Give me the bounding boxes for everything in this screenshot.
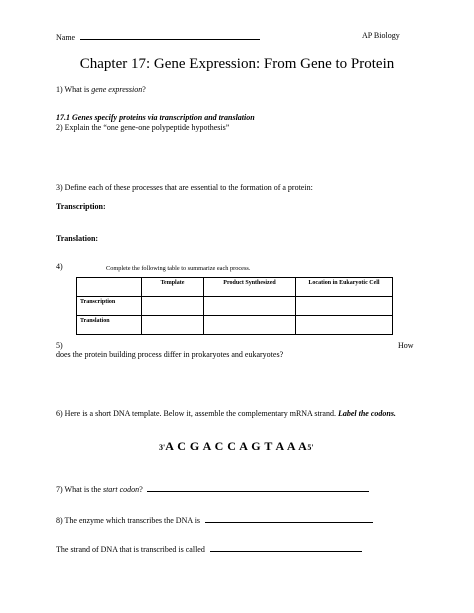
question-1-term: gene expression bbox=[91, 85, 143, 94]
table-header-cell: Product Synthesized bbox=[204, 278, 296, 297]
question-2: 2) Explain the “one gene-one polypeptide hypothesis” bbox=[56, 123, 230, 132]
question-1-suffix: ? bbox=[142, 85, 146, 94]
name-field bbox=[56, 31, 260, 42]
question-8 bbox=[56, 514, 373, 525]
question-8-text: 8) The enzyme which transcribes the DNA is bbox=[56, 516, 201, 525]
translation-label: Translation: bbox=[56, 234, 99, 243]
question-5-how: How bbox=[398, 341, 414, 350]
table-cell[interactable] bbox=[296, 297, 393, 316]
question-7-blank[interactable] bbox=[147, 483, 369, 492]
dna-5prime: 5' bbox=[307, 443, 314, 452]
table-row-label: Transcription bbox=[77, 297, 142, 316]
dna-3prime: 3' bbox=[159, 443, 166, 452]
question-4-number: 4) bbox=[56, 262, 63, 271]
summary-table bbox=[76, 277, 393, 335]
page-title: Chapter 17: Gene Expression: From Gene to Protein bbox=[79, 56, 395, 72]
question-7-prefix: 7) What is the bbox=[56, 485, 103, 494]
question-7-suffix: ? bbox=[139, 485, 143, 494]
question-6 bbox=[56, 409, 396, 418]
question-5-number: 5) bbox=[56, 341, 63, 350]
course-label: AP Biology bbox=[362, 31, 400, 40]
question-6-emphasis: Label the codons. bbox=[337, 409, 396, 418]
question-7-term: start codon bbox=[102, 485, 140, 494]
question-9-text: The strand of DNA that is transcribed is called bbox=[56, 545, 205, 554]
section-heading: 17.1 Genes specify proteins via transcription and translation bbox=[56, 113, 255, 122]
table-row-label: Translation bbox=[77, 316, 142, 335]
question-1 bbox=[56, 85, 146, 94]
table-row bbox=[77, 316, 393, 335]
table-cell[interactable] bbox=[142, 297, 204, 316]
table-header-row bbox=[77, 278, 393, 297]
name-label: Name bbox=[56, 33, 76, 42]
table-header-cell: Location in Eukaryotic Cell bbox=[296, 278, 393, 297]
question-1-prefix: 1) What is bbox=[56, 85, 92, 94]
question-9-blank[interactable] bbox=[210, 543, 362, 552]
question-9 bbox=[56, 543, 362, 554]
dna-template bbox=[159, 437, 314, 455]
name-blank[interactable] bbox=[80, 31, 260, 40]
table-cell[interactable] bbox=[204, 297, 296, 316]
question-3: 3) Define each of these processes that are essential to the formation of a protein: bbox=[56, 183, 313, 192]
table-instruction: Complete the following table to summarize each process. bbox=[106, 265, 251, 272]
table-cell[interactable] bbox=[296, 316, 393, 335]
table-cell[interactable] bbox=[204, 316, 296, 335]
question-5-text: does the protein building process differ in prokaryotes and eukaryotes? bbox=[56, 350, 284, 359]
table-header-cell bbox=[77, 278, 142, 297]
question-8-blank[interactable] bbox=[205, 514, 373, 523]
dna-sequence: A C G A C C A G T A A A bbox=[165, 439, 308, 453]
table-row bbox=[77, 297, 393, 316]
question-6-text: 6) Here is a short DNA template. Below it, assemble the complementary mRNA strand. bbox=[56, 409, 338, 418]
question-7 bbox=[56, 483, 369, 494]
transcription-label: Transcription: bbox=[56, 202, 106, 211]
table-cell[interactable] bbox=[142, 316, 204, 335]
table-header-cell: Template bbox=[142, 278, 204, 297]
